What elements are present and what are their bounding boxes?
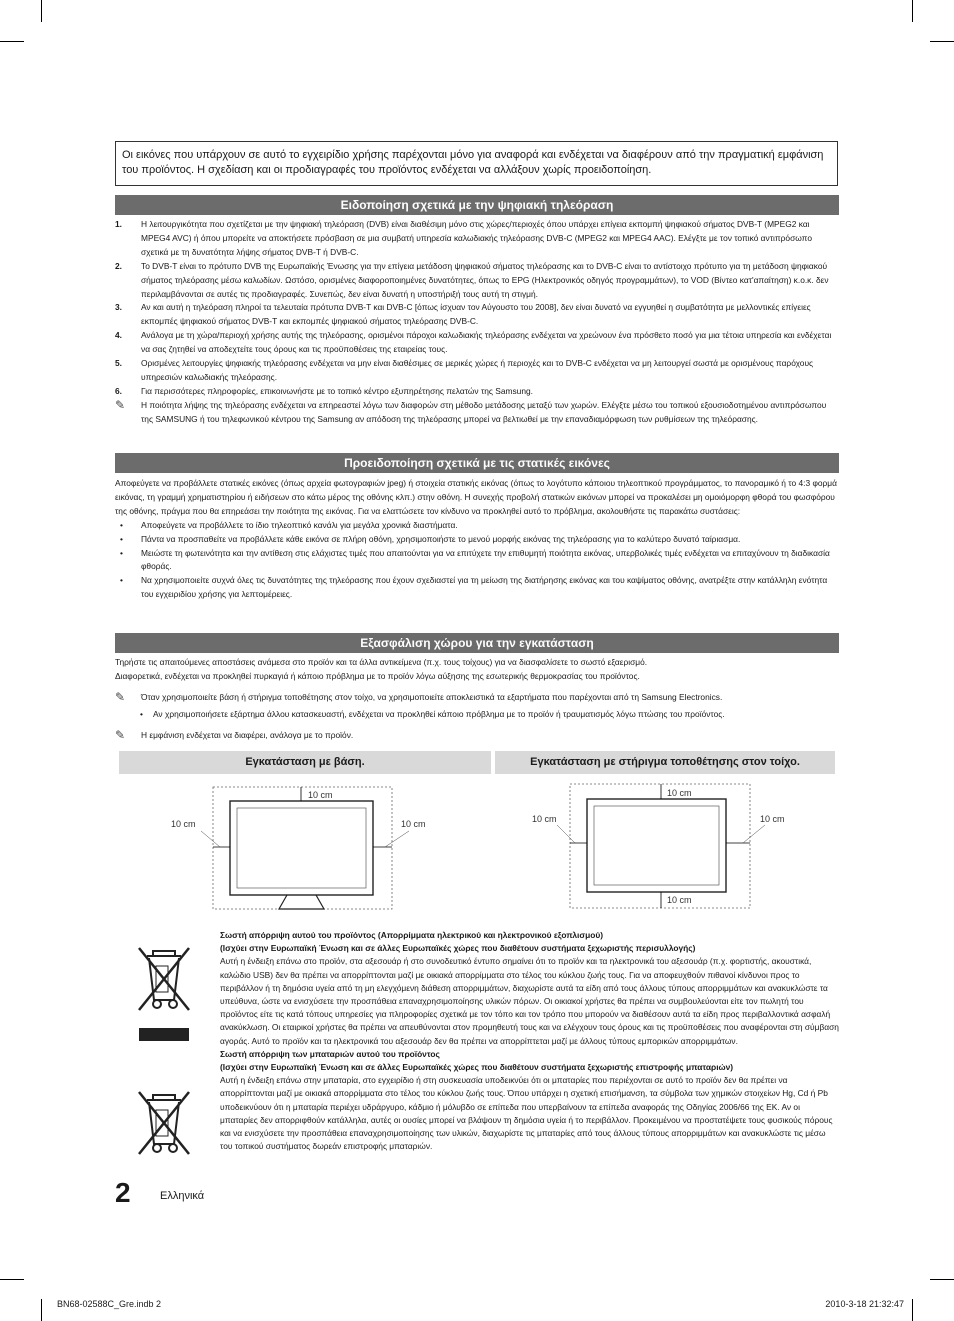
section-title-digital-tv: Ειδοποίηση σχετικά με την ψηφιακή τηλεόραση [115, 195, 839, 215]
dimension-label: 10 cm [667, 788, 692, 798]
stand-clearance-diagram [119, 777, 491, 915]
crop-mark [41, 0, 42, 22]
section-title-still-images: Προειδοποίηση σχετικά με τις στατικές εικόνες [115, 453, 839, 473]
intro-notice: Οι εικόνες που υπάρχουν σε αυτό το εγχειρίδιο χρήσης παρέχονται μόνο για αναφορά και ενδέχεται να διαφέρουν από την πραγματική εμφάνιση του προϊόντος. Η σχεδίαση και οι προδιαγραφές του προϊόντος ενδέχεται να αλλάξουν χωρίς προειδοποίηση. [115, 141, 838, 186]
tv-outline [230, 801, 373, 895]
clearance-boundary [570, 784, 750, 908]
crop-mark [912, 1299, 913, 1321]
tv-outline [587, 799, 726, 892]
note-item: ✎ Η εμφάνιση ενδέχεται να διαφέρει, ανάλογα με το προϊόν. [115, 727, 354, 742]
list-item: 3. Αν και αυτή η τηλεόραση πληροί τα τελευταία πρότυπα DVB-T και DVB-C [όπως ίσχυαν τον Αύγουστο του 2008], δεν είναι δυνατό να εγγυηθεί η συμβατότητα με μελλοντικές επίγειες εκπομπές ψηφιακού σήματος DVB-T και εκπομπές ψηφιακού σήματος τηλεόρασης DVB-C. [115, 302, 811, 327]
dimension-label: 10 cm [760, 814, 785, 824]
note-pencil-icon: ✎ [115, 397, 126, 412]
crop-mark [930, 41, 954, 42]
header-stand-installation: Εγκατάσταση με βάση. [119, 751, 491, 774]
crop-mark [930, 1279, 954, 1280]
note-item: ✎ Όταν χρησιμοποιείτε βάση ή στήριγμα τοποθέτησης στον τοίχο, να χρησιμοποιείτε αποκλειστικά τα εξαρτήματα που παρέχονται από τη Samsung Electronics. [115, 689, 723, 704]
digital-tv-notice [115, 218, 839, 427]
crop-mark [0, 41, 24, 42]
page-number: 2 [115, 1177, 131, 1208]
crossed-battery-bin-icon [133, 1088, 195, 1164]
installation-space-text: Τηρήστε τις απαιτούμενες αποστάσεις ανάμεσα στο προϊόν και τα άλλα αντικείμενα (π.χ. τους τοίχους) για να διασφαλίσετε το σωστό εξαερισμό. Διαφορετικά, ενδέχεται να προκληθεί πυρκαγιά ή κάποιο πρόβλημα με το προϊόν λόγω αύξησης της εσωτερικής θερμοκρασίας του προϊόντος. ✎ Όταν χρησιμοποιείτε βάση ή στήριγμα τοποθέτησης στον τοίχο, να χρησιμοποιείτε αποκλειστικά τα εξαρτήματα που παρέχονται από τη Samsung Electronics. • Αν χρησιμοποιήσετε εξάρτημα άλλου κατασκευαστή, ενδέχεται να προκληθεί κάποιο πρόβλημα με το προϊόν ή τραυματισμός λόγω πτώσης του προϊόντος. ✎ Η εμφάνιση ενδέχεται να διαφέρει, ανάλογα με το προϊόν. [115, 656, 839, 743]
crop-mark [0, 1279, 24, 1280]
bullet-icon: • [120, 575, 123, 586]
list-item: • Αποφεύγετε να προβάλλετε το ίδιο τηλεοπτικό κανάλι για μεγάλα χρονικά διαστήματα. [115, 519, 839, 533]
list-item: 1. Η λειτουργικότητα που σχετίζεται με την ψηφιακή τηλεόραση (DVB) είναι διαθέσιμη μόνο στις χώρες/περιοχές όπου υπάρχει επίγεια εκπομπή ψηφιακού σήματος DVB-T (MPEG2 και MPEG4 AVC) ή όπου μπορείτε να αποκτήσετε πρόσβαση σε μια συμβατή υπηρεσία καλωδιακής τηλεόρασης DVB-C (MPEG2 και MPEG4 AAC). Ελέγξτε με τον τοπικό αντιπρόσωπο σχετικά με τη δυνατότητα λήψης σήματος DVB-T ή DVB-C. [115, 219, 812, 257]
footer-timestamp: 2010-3-18 21:32:47 [825, 1299, 904, 1309]
wall-mount-clearance-diagram [495, 777, 835, 915]
note-pencil-icon: ✎ [115, 727, 126, 742]
note-item: ✎ Η ποιότητα λήψης της τηλεόρασης ενδέχεται να επηρεαστεί λόγω των διαφορών στη μέθοδο μετάδοσης μεταξύ των χωρών. Ελέγξτε μέσω του τοπικού εξουσιοδοτημένου αντιπρόσωπου της SAMSUNG ή του τηλεφωνικού κέντρου της Samsung αν απόδοση της τηλεόρασης μπορεί να βελτιωθεί με την επαναδιαμόρφωση των ρυθμίσεων της τηλεόρασης. [115, 399, 839, 427]
dimension-label: 10 cm [308, 790, 333, 800]
bullet-icon: • [120, 533, 123, 544]
tv-screen [594, 806, 719, 885]
bullet-icon: • [120, 519, 123, 530]
dimension-label: 10 cm [401, 819, 426, 829]
bullet-icon: • [120, 547, 123, 558]
dimension-label: 10 cm [171, 819, 196, 829]
list-item: 2. Το DVB-T είναι το πρότυπο DVB της Ευρωπαϊκής Ένωσης για την επίγεια μετάδοση ψηφιακού σήματος τηλεόρασης και το DVB-C είναι το αντίστοιχο πρότυπο για τη μετάδοση ψηφιακού σήματος τηλεόρασης μέσω καλωδίων. Ωστόσο, ορισμένες διαφοροποιημένες δυνατότητες, όπως το EPG (Ηλεκτρονικός οδηγός προγραμμάτων), το VOD (Βίντεο κατ'απαίτηση) κ.ο.κ. δεν περιλαμβάνονται σε αυτές τις προδιαγραφές. Συνεπώς, δεν είναι δυνατή η υποστήριξή τους αυτή τη στιγμή. [115, 260, 829, 299]
list-item: • Μειώστε τη φωτεινότητα και την αντίθεση στις ελάχιστες τιμές που απαιτούνται για να επιτύχετε την επιθυμητή ποιότητα εικόνας, υπερβολικές τιμές ενδέχεται να επιταχύνουν τη διαδικασία φθοράς. [115, 547, 839, 575]
bullet-icon: • [140, 708, 143, 719]
footer-file-name: BN68-02588C_Gre.indb 2 [57, 1299, 162, 1309]
list-item: 4. Ανάλογα με τη χώρα/περιοχή χρήσης αυτής της τηλεόρασης, ορισμένοι πάροχοι καλωδιακής τηλεόρασης ενδέχεται να χρεώνουν ένα πρόσθετο ποσό για μια τέτοια υπηρεσία και ενδέχεται να σας ζητηθεί να αποδεχτείτε τους όρους και τις προϋποθέσεις της εταιρείας τους. [115, 330, 832, 355]
note-pencil-icon: ✎ [115, 689, 126, 704]
dimension-label: 10 cm [532, 814, 557, 824]
dimension-label: 10 cm [667, 895, 692, 905]
crop-mark [912, 0, 913, 22]
header-wall-mount-installation: Εγκατάσταση με στήριγμα τοποθέτησης στον τοίχο. [495, 751, 835, 774]
language-label: Ελληνικά [160, 1190, 205, 1202]
crossed-bin-icon [133, 942, 195, 1044]
section-title-installation-space: Εξασφάλιση χώρου για την εγκατάσταση [115, 633, 839, 653]
tv-stand [279, 895, 324, 909]
list-item: 5. Ορισμένες λειτουργίες ψηφιακής τηλεόρασης ενδέχεται να μην είναι διαθέσιμες σε μερικές χώρες ή περιοχές και το DVB-C ενδέχεται να μη λειτουργεί σωστά με ορισμένους παρόχους υπηρεσιών καλωδιακής τηλεόρασης. [115, 358, 814, 382]
crop-mark [41, 1299, 42, 1321]
still-image-warning: Αποφεύγετε να προβάλλετε στατικές εικόνες (όπως αρχεία φωτογραφιών jpeg) ή στοιχεία στατικής εικόνας (όπως το λογότυπο κάποιου τηλεοπτικού προγράμματος, το πανοραμικό ή το 4:3 φορμά εικόνας, τη γραμμή χρηματιστηρίου ή ειδήσεων στο κάτω μέρος της οθόνης κλπ.) στην οθόνη. Η συνεχής προβολή στατικών εικόνων μπορεί να προκαλέσει μη ομοιόμορφη φθορά του φωσφόρου της οθόνης, πράγμα που θα επηρεάσει την ποιότητα της εικόνας. Για να ελαττώσετε τον κίνδυνο να προκληθεί αυτό το πρόβλημα, ακολουθήστε τις παρακάτω συστάσεις: • Αποφεύγετε να προβάλλετε το ίδιο τηλεοπτικό κανάλι για μεγάλα χρονικά διαστήματα. • Πάντα να προσπαθείτε να προβάλλετε κάθε εικόνα σε πλήρη οθόνη, χρησιμοποιήστε το μενού μορφής εικόνας της τηλεόρασης για το καλύτερο δυνατό ταίριασμα. • Μειώστε τη φωτεινότητα και την αντίθεση στις ελάχιστες τιμές που απαιτούνται για να επιτύχετε την επιθυμητή ποιότητα εικόνας, υπερβολικές τιμές ενδέχεται να επιταχύνουν τη διαδικασία φθοράς. • Να χρησιμοποιείτε συχνά όλες τις δυνατότητες της τηλεόρασης που έχουν σχεδιαστεί για τη μείωση της διατήρησης εικόνας και του καψίματος οθόνης, ανατρέξτε στην κατάλληλη ενότητα του εγχειριδίου χρήσης για λεπτομέρειες. [115, 477, 839, 602]
list-item: • Αν χρησιμοποιήσετε εξάρτημα άλλου κατασκευαστή, ενδέχεται να προκληθεί κάποιο πρόβλημα με το προϊόν ή τραυματισμός λόγω πτώσης του προϊόντος. [115, 708, 839, 722]
list-item: • Να χρησιμοποιείτε συχνά όλες τις δυνατότητες της τηλεόρασης που έχουν σχεδιαστεί για τη μείωση της διατήρησης εικόνας και του καψίματος οθόνης, ανατρέξτε στην κατάλληλη ενότητα του εγχειριδίου χρήσης για λεπτομέρειες. [115, 574, 839, 602]
weee-disposal-text: Σωστή απόρριψη αυτού του προϊόντος (Απορρίμματα ηλεκτρικού και ηλεκτρονικού εξοπλισμού) (Ισχύει στην Ευρωπαϊκή Ένωση και σε άλλες Ευρωπαϊκές χώρες που διαθέτουν συστήματα ξεχωριστής περισυλλογής) Αυτή η ένδειξη επάνω στο προϊόν, στα αξεσουάρ ή στο συνοδευτικό έντυπο σημαίνει ότι το προϊόν και τα ηλεκτρονικά του αξεσουάρ (π.χ. φορτιστής, ακουστικά, καλώδιο USB) δεν θα πρέπει να απορρίπτονται μαζί με οικιακά απορρίμματα στο τέλος του κύκλου ζωής τους. Για να αποφευχθούν πιθανοί κίνδυνοι προς το περιβάλλον ή τη δημόσια υγεία από τη μη ελεγχόμενη διάθεση απορριμμάτων, διαχωρίστε αυτά τα είδη από τους άλλους τύπους απορριμμάτων και ανακυκλώστε τα υπεύθυνα, ώστε να ενισχύσετε την προσπάθεια επαναχρησιμοποίησης υλικών πόρων. Οι οικιακοί χρήστες θα πρέπει να συμβουλεύονται είτε τον πωλητή του προϊόντος είτε τις κατά τόπους υπηρεσίες για πληροφορίες σχετικά με τον τόπο και τον τρόπο που μπορούν να διαθέσουν αυτά τα είδη προς περιβαλλοντικά ασφαλή ανακύκλωση. Οι εταιρικοί χρήστες θα πρέπει να απευθύνονται στον προμηθευτή τους και να ελέγχουν τους όρους και τις προϋποθέσεις που αναφέρονται στη σύμβαση αγοράς. Αυτό το προϊόν και τα ηλεκτρονικά του αξεσουάρ δεν θα πρέπει να απορρίπτεται μαζί με άλλους τύπους εμπορικών απορριμμάτων. Σωστή απόρριψη των μπαταριών αυτού του προϊόντος (Ισχύει στην Ευρωπαϊκή Ένωση και σε άλλες Ευρωπαϊκές χώρες που διαθέτουν συστήματα ξεχωριστής επιστροφής μπαταριών) Αυτή η ένδειξη επάνω στην μπαταρία, στο εγχειρίδιο ή στη συσκευασία υποδεικνύει ότι οι μπαταρίες που περιέχονται σε αυτό το προϊόν δεν θα πρέπει να απορρίπτονται μαζί με οικιακά απορρίμματα στο τέλος του κύκλου ζωής τους. Όπου υπάρχει η σχετική επισήμανση, τα σύμβολα των χημικών στοιχείων Hg, Cd ή Pb υποδεικνύουν ότι η μπαταρία περιέχει υδράργυρο, κάδμιο ή μόλυβδο σε επίπεδα που υπερβαίνουν τα επίπεδα αναφοράς της Οδηγίας 2006/66 της ΕΚ. Αν οι μπαταρίες δεν απορριφθούν κατάλληλα, αυτές οι ουσίες μπορεί να βλάψουν τη δημόσια υγεία ή το περιβάλλον. Προκειμένου να προστατέψετε τους φυσικούς πόρους και να ενισχύσετε την προσπάθεια επαναχρησιμοποίησης των υλικών, διαχωρίστε τις μπαταρίες από τους άλλους τύπους απορριμμάτων και ανακυκλώστε τις μέσω του τοπικού συστήματος δωρεάν επιστροφής μπαταριών. [220, 930, 839, 1152]
clearance-boundary [213, 787, 392, 909]
list-item: • Πάντα να προσπαθείτε να προβάλλετε κάθε εικόνα σε πλήρη οθόνη, χρησιμοποιήστε το μενού μορφής εικόνας της τηλεόρασης για το καλύτερο δυνατό ταίριασμα. [115, 533, 839, 547]
list-item: 6. Για περισσότερες πληροφορίες, επικοινωνήστε με το τοπικό κέντρο εξυπηρέτησης πελατών της Samsung. [115, 385, 533, 396]
tv-screen [237, 808, 366, 888]
